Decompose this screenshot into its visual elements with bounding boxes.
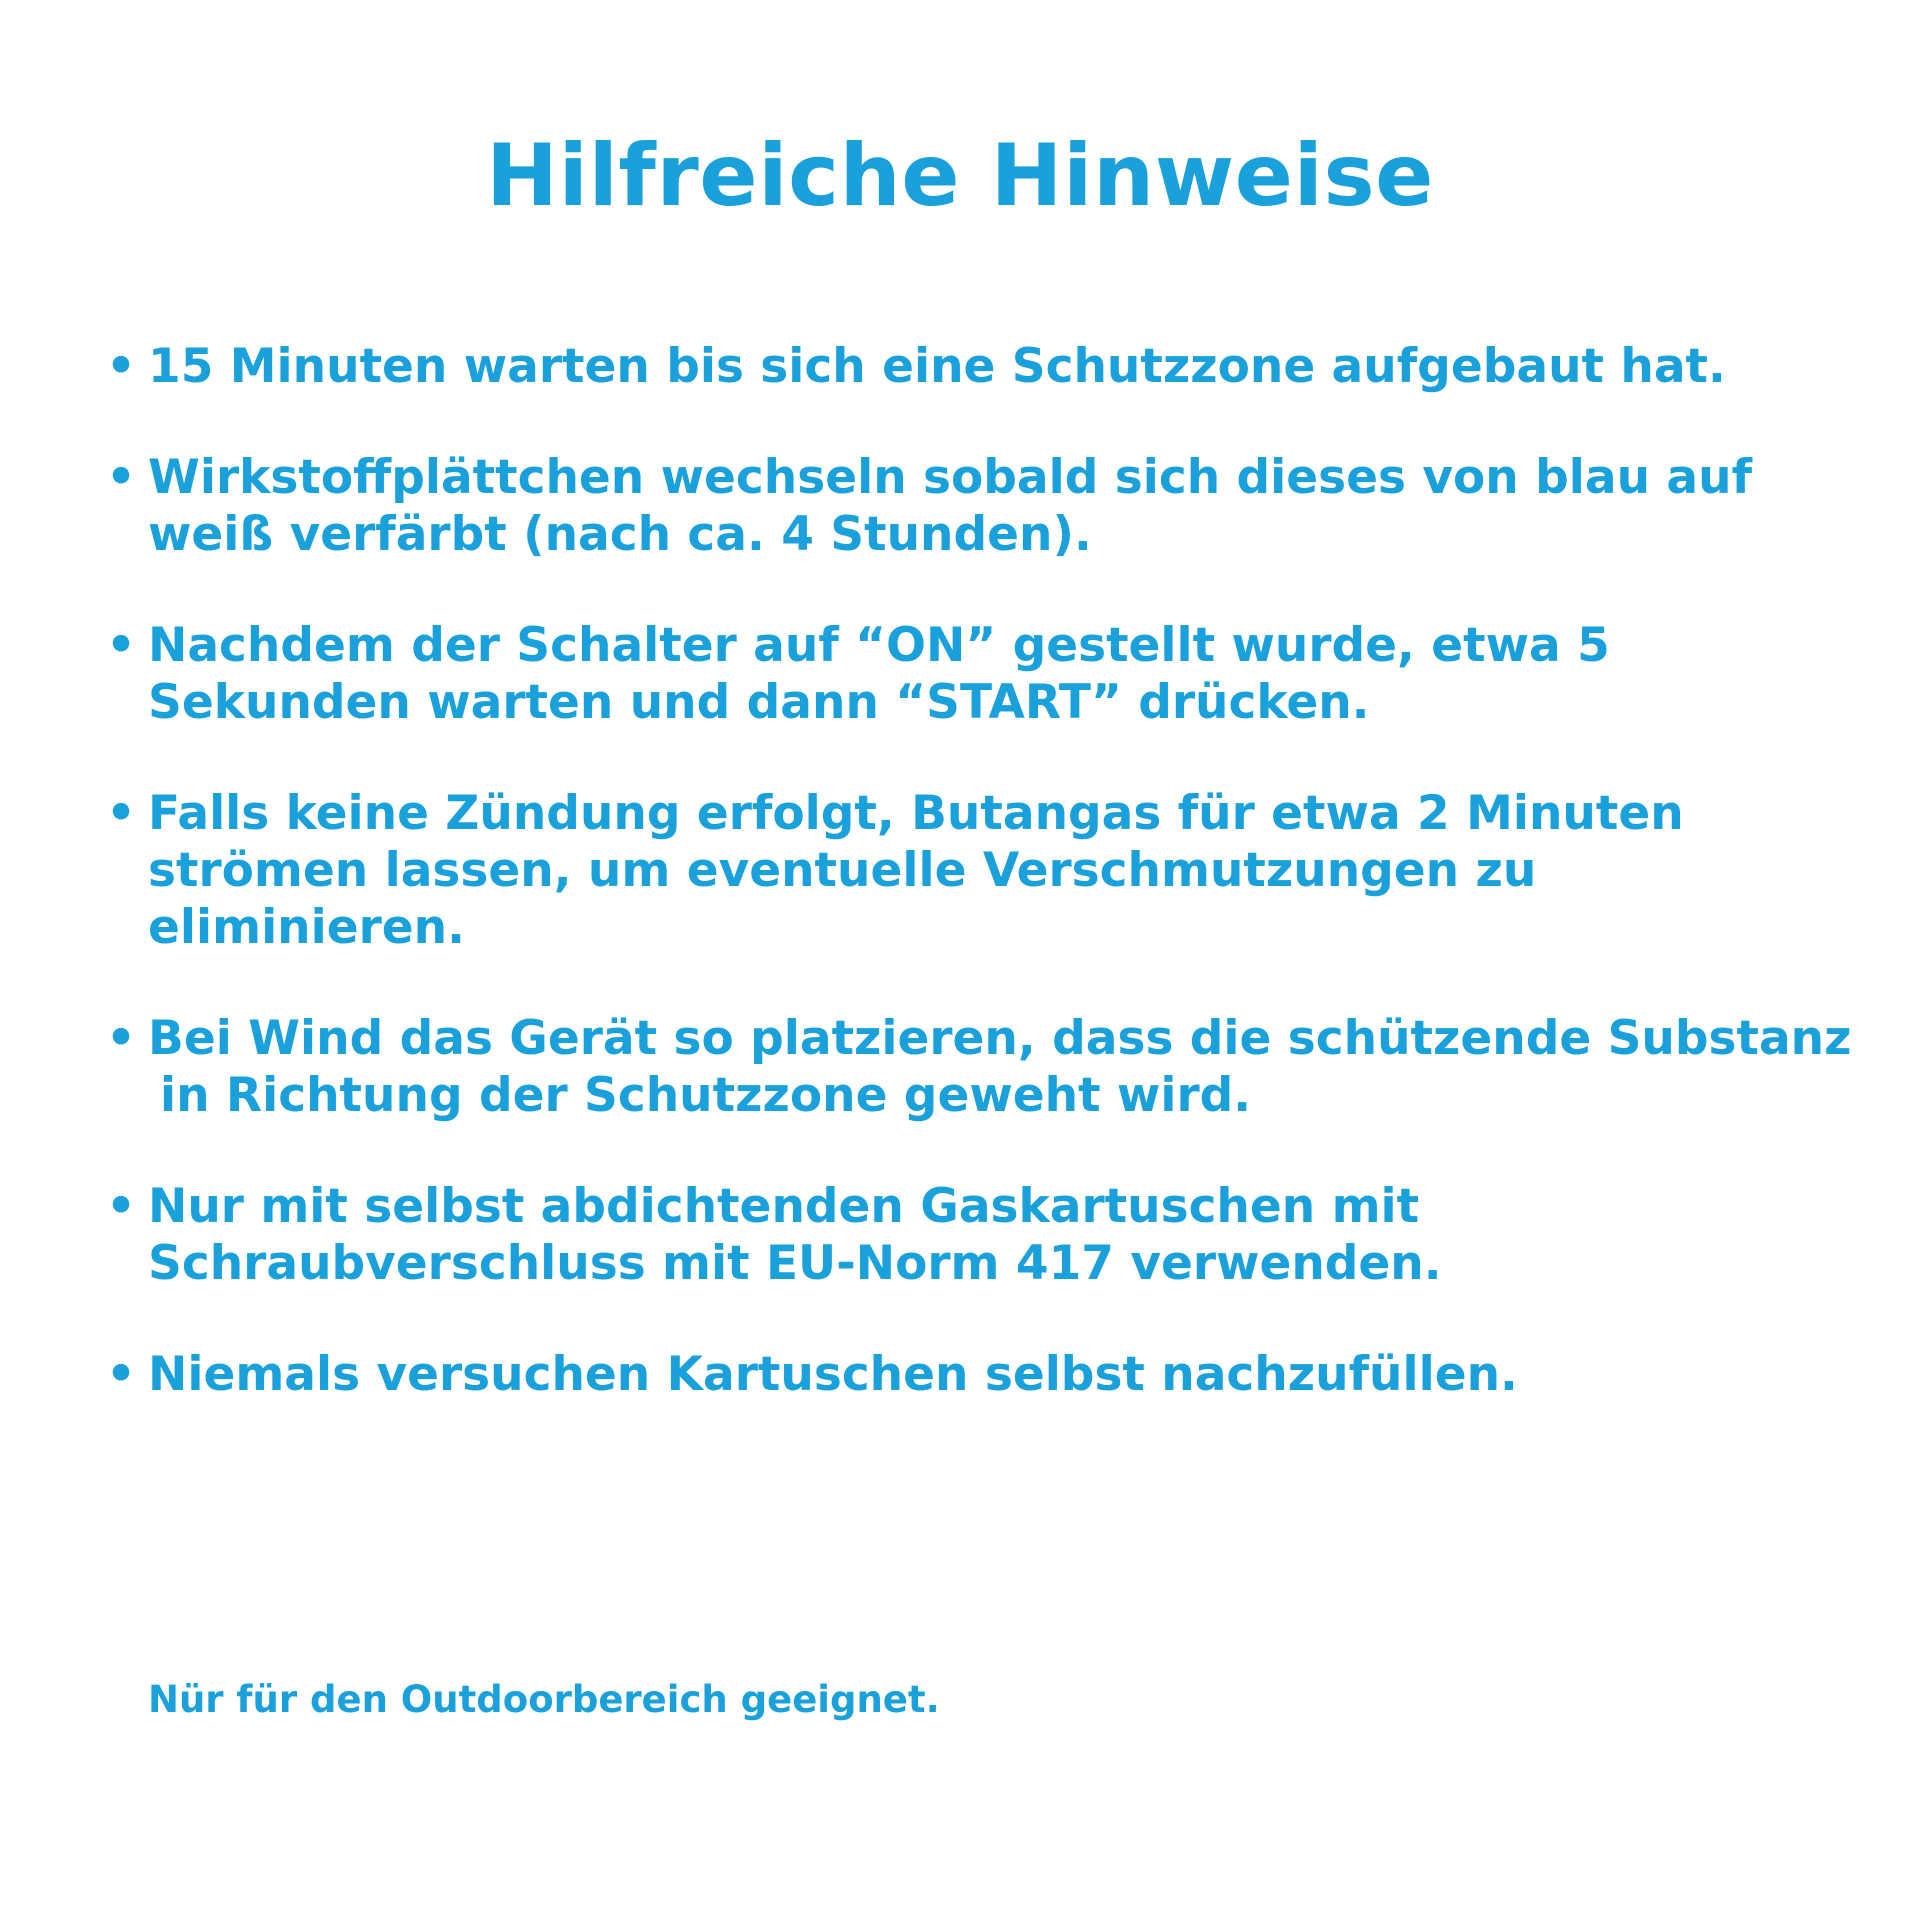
- hint-line: strömen lassen, um eventuelle Verschmutzungen zu: [148, 843, 1537, 898]
- hint-line: Nur mit selbst abdichtenden Gaskartuschen mit: [148, 1179, 1420, 1234]
- hint-line: Niemals versuchen Kartuschen selbst nachzufüllen.: [148, 1347, 1518, 1402]
- hint-line: Wirkstoffplättchen wechseln sobald sich dieses von blau auf: [148, 450, 1753, 505]
- outdoor-note: Nür für den Outdoorbereich geeignet.: [148, 1678, 940, 1721]
- hint-line: Nachdem der Schalter auf “ON” gestellt wurde, etwa 5: [148, 618, 1610, 673]
- hint-line: in Richtung der Schutzzone geweht wird.: [160, 1068, 1252, 1123]
- hint-line: Schraubverschluss mit EU-Norm 417 verwenden.: [148, 1236, 1442, 1291]
- hint-line: weiß verfärbt (nach ca. 4 Stunden).: [148, 507, 1092, 562]
- hint-item: [106, 1010, 1852, 1124]
- hint-item: [106, 449, 1836, 563]
- hint-line: Falls keine Zündung erfolgt, Butangas für etwa 2 Minuten: [148, 786, 1684, 841]
- hint-item: [106, 1346, 1836, 1403]
- hint-item: [106, 1178, 1836, 1292]
- bullet-icon: •: [106, 618, 137, 673]
- bullet-icon: •: [106, 1179, 137, 1234]
- hint-line: eliminieren.: [148, 900, 465, 955]
- hint-item: [106, 617, 1836, 731]
- hints-list: [106, 338, 1852, 1457]
- bullet-icon: •: [106, 450, 137, 505]
- hint-line: Sekunden warten und dann “START” drücken.: [148, 675, 1370, 730]
- hint-line: Bei Wind das Gerät so platzieren, dass die schützende Substanz: [148, 1011, 1852, 1066]
- page-title: Hilfreiche Hinweise: [486, 125, 1434, 226]
- bullet-icon: •: [106, 786, 137, 841]
- hint-item: [106, 785, 1836, 956]
- bullet-icon: •: [106, 339, 137, 394]
- hint-item: [106, 338, 1836, 395]
- bullet-icon: •: [106, 1347, 137, 1402]
- hint-line: 15 Minuten warten bis sich eine Schutzzone aufgebaut hat.: [148, 339, 1726, 394]
- bullet-icon: •: [106, 1011, 137, 1066]
